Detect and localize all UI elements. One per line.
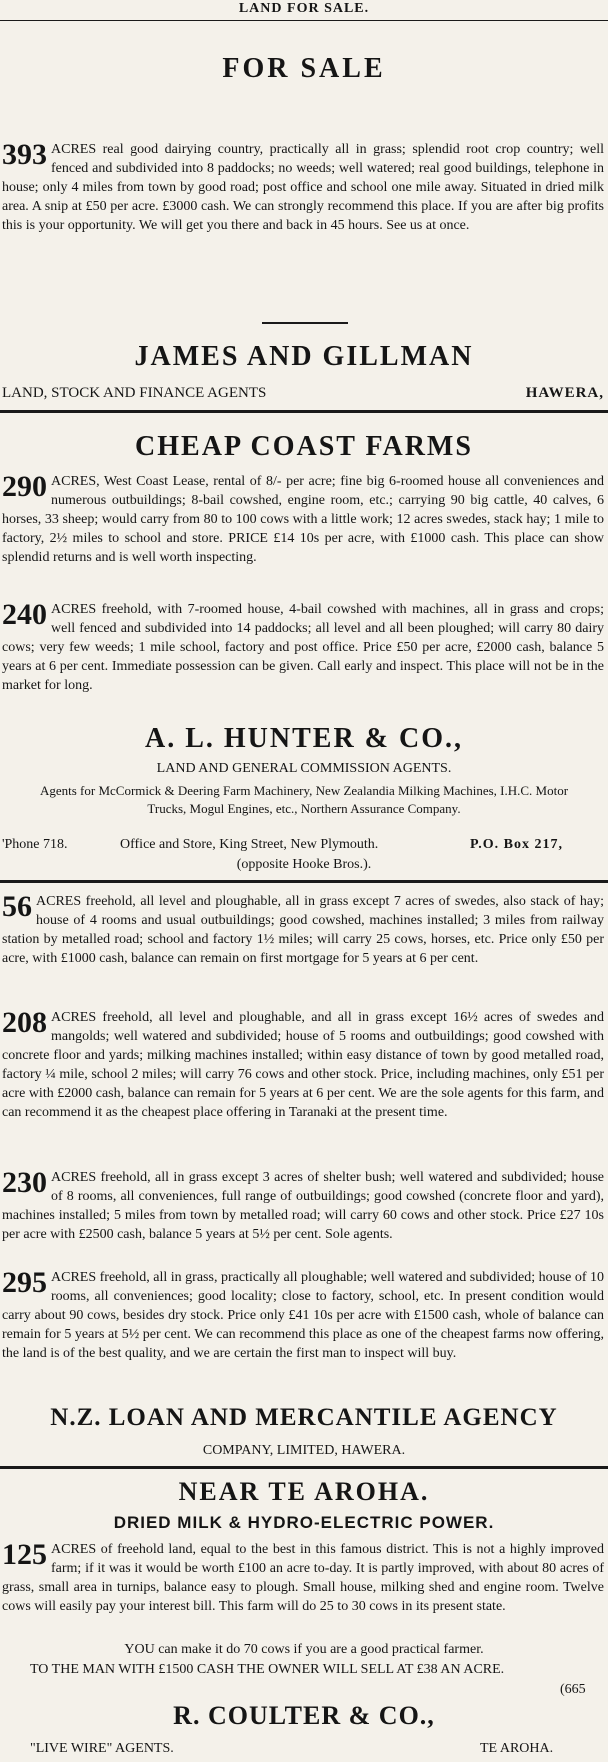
ad3-item-number: 295 <box>2 1266 47 1299</box>
ad4-line3: TO THE MAN WITH £1500 CASH THE OWNER WILL SELL AT £38 AN ACRE. <box>30 1662 505 1677</box>
ad1-acres-number: 393 <box>2 138 47 171</box>
ad4-acres-number: 125 <box>2 1538 47 1571</box>
ad3-item <box>2 1168 604 1244</box>
divider <box>0 20 608 21</box>
ad2-office: Office and Store, King Street, New Plymouth. <box>120 837 379 852</box>
ad4-text: ACRES of freehold land, equal to the best in this famous district. This is not a highly improved farm; if it was it would be worth £100 an acre to-day. It is partly improved, with about 80 acres of grass, small area in turnips, balance easy to plough. Small house, milking shed and engine room. Twelve cows will easily pay your interest bill. This farm will do 25 to 30 cows in its present state. <box>2 1542 604 1614</box>
divider-short <box>262 322 348 324</box>
ad4-body <box>2 1540 604 1616</box>
divider <box>0 410 608 413</box>
ad1-body <box>2 140 604 235</box>
ad1-text: ACRES real good dairying country, practically all in grass; splendid root crop country; well fenced and subdivided into 8 paddocks; no weeds; well watered; real good buildings, telephone in house; only 4 miles from town by good road; post office and school one mile away. Situated in dried milk area. A snip at £50 per acre. £3000 cash. We can strongly recommend this place. If you are after big profits this is your opportunity. We will get you there and back in 45 hours. See us at once. <box>2 142 604 233</box>
ad3-item-number: 208 <box>2 1006 47 1039</box>
ad2-item-number: 290 <box>2 470 47 503</box>
ad3-agent: N.Z. LOAN AND MERCANTILE AGENCY <box>50 1404 558 1431</box>
ad3-item-text: ACRES freehold, all in grass, practically all ploughable; well watered and subdivided; house of 10 rooms, all conveniences; good locality; close to factory, school, etc. In present condition would carry about 90 cows, besides dry stock. Price only £41 10s per acre with £1500 cash, whole of balance can remain for 5 years at 5½ per cent. We can recommend this place as one of the cheapest farms now offering, the land is of the best quality, and we are certain the first man to inspect will buy. <box>2 1270 604 1361</box>
ad4-heading: NEAR TE AROHA. <box>178 1477 430 1506</box>
ad2-phone: 'Phone 718. <box>2 837 68 852</box>
ad3-agent-sub: COMPANY, LIMITED, HAWERA. <box>202 1443 406 1458</box>
ad4-ref: (665 <box>560 1682 586 1697</box>
ad1-heading: FOR SALE <box>222 53 386 84</box>
ad3-item-text: ACRES freehold, all level and ploughable, and all in grass except 16½ acres of swedes and mangolds; well watered and subdivided; house of 5 rooms and outbuildings; good cowshed with concrete floor and yards; milking machines installed; within easy distance of town by good metalled road, factory ¼ mile, school 2 miles; will carry 76 cows and other stock. Price, including machines, only £51 per acre with £2000 cash, balance can remain for 5 years at 6 per cent. We are the sole agents for this farm, and can recommend it as the cheapest place offering in Taranaki at the present time. <box>2 1010 604 1120</box>
ad3-item-text: ACRES freehold, all level and ploughable, all in grass except 7 acres of swedes, also stack of hay; house of 4 rooms and usual outbuildings; good cowshed, machines installed; 3 miles from railway station by metalled road; school and factory 1½ miles; will carry 25 cows, horses, etc. Price only £50 per acre, with £1000 cash, balance can remain on first mortgage for 5 years at 6 per cent. <box>2 894 604 966</box>
ad2-agent-sub: LAND AND GENERAL COMMISSION AGENTS. <box>156 761 452 776</box>
ad4-agent-left: "LIVE WIRE" AGENTS. <box>30 1741 174 1756</box>
ad2-item-number: 240 <box>2 598 47 631</box>
ad3-item <box>2 892 604 968</box>
section-title: LAND FOR SALE. <box>238 1 370 16</box>
ad1-agent: JAMES AND GILLMAN <box>134 341 474 372</box>
ad2-opposite: (opposite Hooke Bros.). <box>236 857 372 872</box>
ad3-item <box>2 1268 604 1363</box>
ad3-item-number: 230 <box>2 1166 47 1199</box>
ad2-item <box>2 472 604 567</box>
ad1-agent-town: HAWERA, <box>525 385 604 401</box>
ad2-heading: CHEAP COAST FARMS <box>135 431 473 462</box>
ad2-item-text: ACRES freehold, with 7-roomed house, 4-bail cowshed with machines, all in grass and crops; well fenced and subdivided into 14 paddocks; all level and all been ploughed; will carry 80 dairy cows; very few weeds; 1 mile school, factory and post office. Price £50 per acre, £2000 cash, balance 5 years at 6 per cent. Immediate possession can be given. Call early and inspect. This place will not be in the market for long. <box>2 602 604 693</box>
ad4-agent: R. COULTER & CO., <box>173 1701 435 1730</box>
ad4-agent-right: TE AROHA. <box>480 1741 554 1756</box>
ad4-subheading: DRIED MILK & HYDRO-ELECTRIC POWER. <box>113 1513 495 1532</box>
ad2-item-text: ACRES, West Coast Lease, rental of 8/- per acre; fine big 6-roomed house all conveniences and numerous outbuildings; 8-bail cowshed, engine room, etc.; carrying 90 big cattle, 40 calves, 6 horses, 33 sheep; would carry from 80 to 100 cows with a little work; 12 acres swedes, stack hay; 1 mile to factory, 2½ miles to school and store. PRICE £14 10s per acre, with £1000 cash. This place can show splendid returns and is well worth inspecting. <box>2 474 604 565</box>
ad2-agent-desc: Agents for McCormick & Deering Farm Machinery, New Zealandia Milking Machines, I.H.C. Motor Trucks, Mogul Engines, etc., Northern Assurance Company. <box>39 783 569 816</box>
ad2-agent: A. L. HUNTER & CO., <box>144 723 463 754</box>
ad2-item <box>2 600 604 695</box>
divider <box>0 1466 608 1469</box>
ad2-po-box: P.O. Box 217, <box>470 837 563 852</box>
ad3-item-number: 56 <box>2 890 32 923</box>
ad4-line2: YOU can make it do 70 cows if you are a good practical farmer. <box>124 1642 484 1657</box>
ad1-agent-sub: LAND, STOCK AND FINANCE AGENTS <box>2 385 267 401</box>
ad3-item-text: ACRES freehold, all in grass except 3 acres of shelter bush; well watered and subdivided; house of 8 rooms, all conveniences, full range of outbuildings; good cowshed (concrete floor and yard), machines installed; 5 miles from town by metalled road; will carry 60 cows and other stock. Price £27 10s per acre with £2500 cash, balance 5 years at 5½ per cent. Sole agents. <box>2 1170 604 1242</box>
ad3-item <box>2 1008 604 1122</box>
divider <box>0 880 608 883</box>
